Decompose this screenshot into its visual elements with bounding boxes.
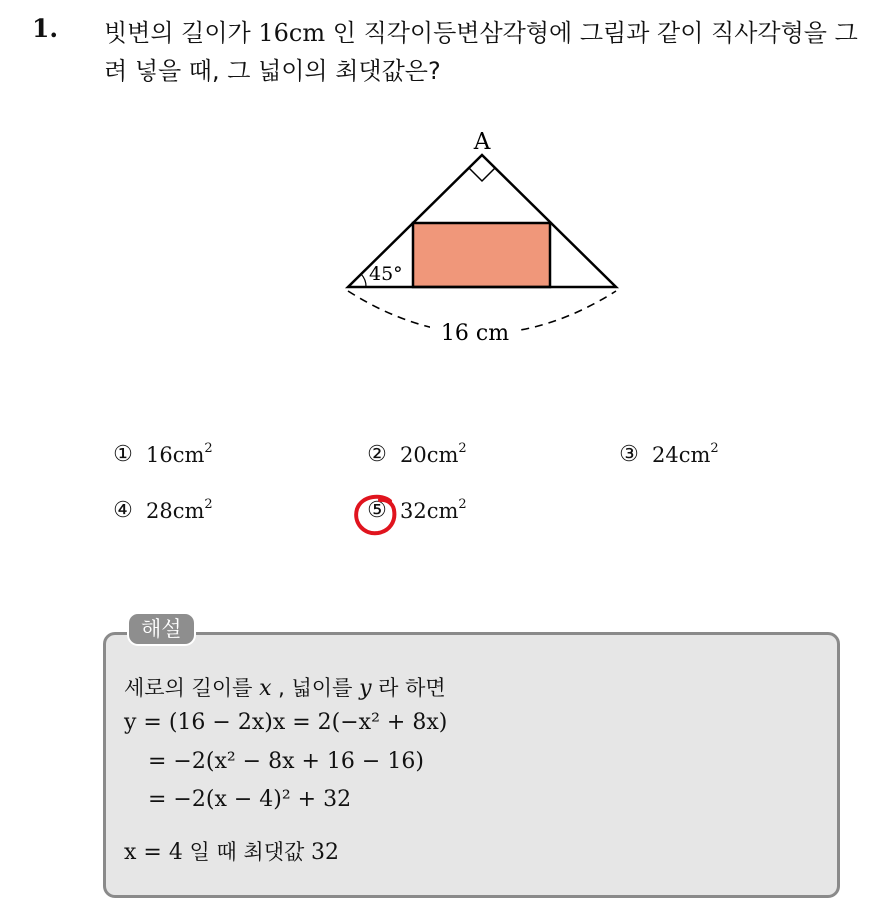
angle-label: 45°: [369, 263, 403, 285]
choice-1[interactable]: [110, 442, 213, 467]
question-number: 1.: [32, 14, 59, 43]
question-text: [104, 14, 874, 90]
apex-label: A: [473, 129, 491, 155]
choice-4-value: 28cm: [146, 498, 205, 523]
solution-line-5: x = 4 일 때 최댓값 32: [124, 840, 339, 865]
choice-2-symbol: ②: [367, 442, 387, 467]
choice-2-exp: 2: [458, 440, 467, 456]
angle-arc: [361, 274, 366, 287]
choice-4[interactable]: [110, 498, 213, 523]
right-angle-mark: [469, 168, 495, 181]
choice-5-exp: 2: [458, 496, 467, 512]
base-length-label: 16 cm: [440, 321, 510, 346]
solution-tag: 해설: [127, 612, 196, 646]
choice-4-exp: 2: [204, 496, 213, 512]
choice-5-value: 32cm: [400, 498, 459, 523]
question-text-part2: 인 직각이등변삼각형에 그림과 같이 직사각형을 그려 넣을 때, 그 넓이의 최댓값은?: [104, 19, 858, 85]
choice-3-symbol: ③: [619, 442, 639, 467]
inscribed-rectangle: [413, 223, 550, 287]
solution-line-3: = −2(x² − 8x + 16 − 16): [148, 749, 424, 774]
choice-2-value: 20cm: [400, 442, 459, 467]
choice-1-value: 16cm: [146, 442, 205, 467]
choice-3-exp: 2: [710, 440, 719, 456]
choice-1-symbol: ①: [113, 442, 133, 467]
solution-line-1: 세로의 길이를 x , 넓이를 y 라 하면: [124, 676, 446, 701]
solution-line-4: = −2(x − 4)² + 32: [148, 787, 352, 812]
choice-1-exp: 2: [204, 440, 213, 456]
triangle-figure: [330, 118, 630, 358]
question-text-part1: 빗변의 길이가: [104, 19, 259, 47]
choice-5-symbol: ⑤: [367, 498, 387, 523]
choice-4-symbol: ④: [113, 498, 133, 523]
choice-2[interactable]: [364, 442, 467, 467]
answer-circle-mark: [352, 493, 402, 539]
choice-3-value: 24cm: [652, 442, 711, 467]
choice-3[interactable]: [616, 442, 719, 467]
solution-line-2: y = (16 − 2x)x = 2(−x² + 8x): [124, 710, 448, 735]
question-length: 16cm: [258, 19, 326, 47]
